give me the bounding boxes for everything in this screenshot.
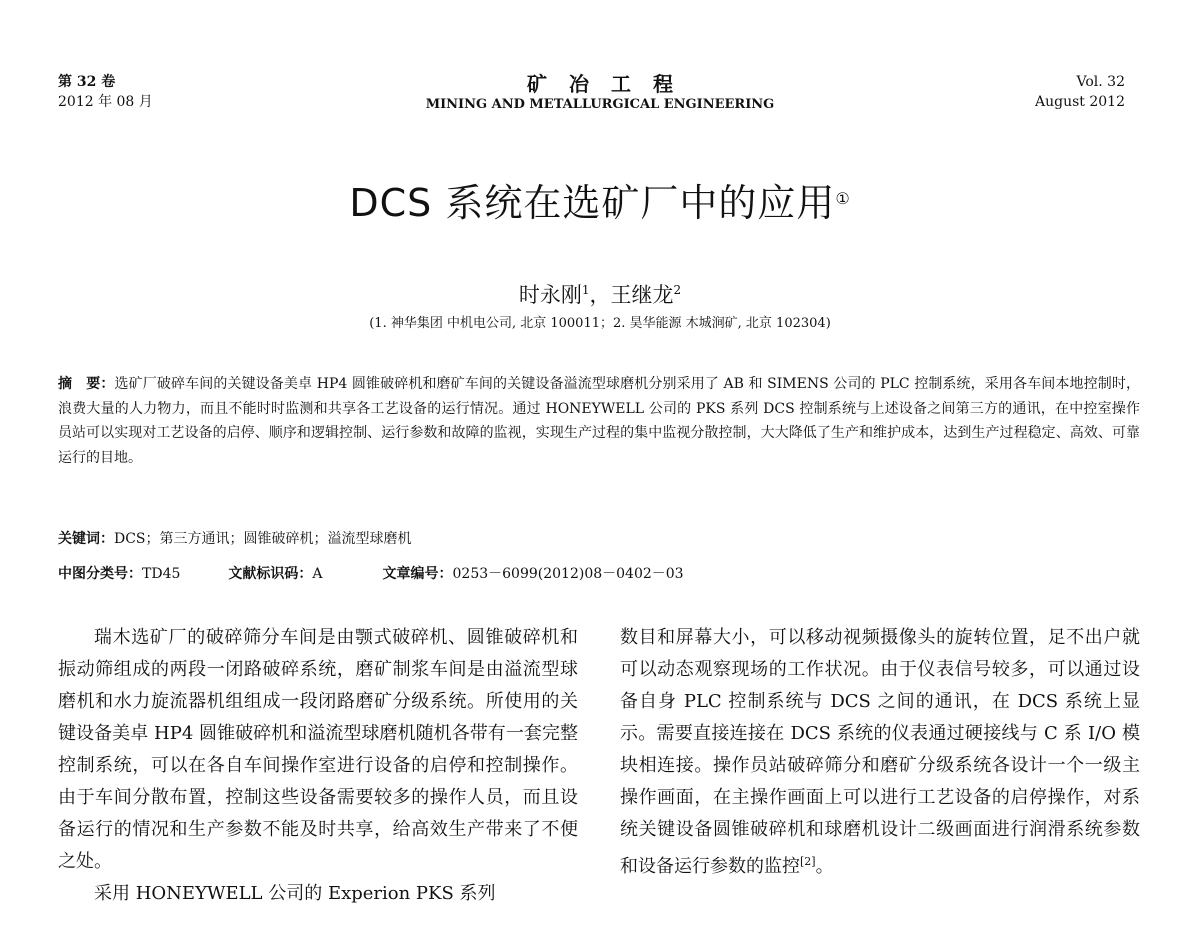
author-list <box>0 276 1200 309</box>
paper-title-text: DCS 系统在选矿厂中的应用 <box>349 181 836 225</box>
classification-line <box>58 562 1140 586</box>
abstract <box>58 372 1140 470</box>
body-column-right <box>620 622 1140 883</box>
journal-name-en: MINING AND METALLURGICAL ENGINEERING <box>425 97 775 112</box>
author-separator: ， <box>589 283 611 307</box>
body-paragraph-continued <box>620 622 1140 883</box>
body-paragraph: 采用 HONEYWELL 公司的 Experion PKS 系列 <box>94 883 496 904</box>
clc-value: TD45 <box>142 566 181 582</box>
doc-code-value: A <box>312 566 323 582</box>
affiliations: (1. 神华集团 中机电公司, 北京 100011；2. 昊华能源 木城涧矿, 北京 102304) <box>369 316 831 331</box>
body-paragraph-end: 。 <box>815 856 834 877</box>
title-footnote-mark: ① <box>835 189 851 208</box>
keywords <box>58 527 1140 551</box>
author-1: 时永刚 <box>518 283 582 307</box>
journal-name <box>0 72 1200 114</box>
clc-label: 中图分类号： <box>58 566 142 582</box>
abstract-label: 摘 要： <box>58 376 115 392</box>
journal-volume-en <box>1035 72 1125 112</box>
author-1-affil: 1 <box>581 283 590 297</box>
author-2: 王继龙 <box>610 283 674 307</box>
keywords-label: 关键词： <box>58 531 114 547</box>
article-number-label: 文章编号： <box>382 566 453 582</box>
article-number-value: 0253－6099(2012)08－0402－03 <box>452 566 684 582</box>
body-paragraph: 瑞木选矿厂的破碎筛分车间是由颚式破碎机、圆锥破碎机和振动筛组成的两段一闭路破碎系统，磨矿制浆车间是由溢流型球磨机和水力旋流器机组组成一段闭路磨矿分级系统。所使用的关键设备美卓 HP4 圆锥破碎机和溢流型球磨机随机各带有一套完整控制系统，可以在各自车间操作室进行设备的启停和控制操作。由于车间分散布置，控制这些设备需要较多的操作人员，而且设备运行的情况和生产参数不能及时共享，给高效生产带来了不便之处。 <box>58 627 578 872</box>
abstract-text: 选矿厂破碎车间的关键设备美卓 HP4 圆锥破碎机和磨矿车间的关键设备溢流型球磨机分别采用了 AB 和 SIMENS 公司的 PLC 控制系统，采用各车间本地控制时，浪费大量的人力物力，而且不能时时监测和共享各工艺设备的运行情况。通过 HONEYWELL 公司的 PKS 系列 DCS 控制系统与上述设备之间第三方的通讯，在中控室操作员站可以实现对工艺设备的启停、顺序和逻辑控制、运行参数和故障的监视，实现生产过程的集中监视分散控制，大大降低了生产和维护成本，达到生产过程稳定、高效、可靠运行的目地。 <box>58 376 1140 466</box>
date-en: August 2012 <box>1035 94 1125 110</box>
body-paragraph-text: 数目和屏幕大小，可以移动视频摄像头的旋转位置，足不出户就可以动态观察现场的工作状况。由于仪表信号较多，可以通过设备自身 PLC 控制系统与 DCS 之间的通讯，在 DCS 系统上显示。需要直接连接在 DCS 系统的仪表通过硬接线与 C 系 I/O 模块相连接。操作员站破碎筛分和磨矿分级系统各设计一个一级主操作画面，在主操作画面上可以进行工艺设备的启停操作，对系统关键设备圆锥破碎机和球磨机设计二级画面进行润滑系统参数和设备运行参数的监控 <box>620 627 1140 877</box>
paper-title <box>0 180 1200 226</box>
volume-cn: 第 32 卷 <box>58 74 116 90</box>
keywords-text: DCS；第三方通讯；圆锥破碎机；溢流型球磨机 <box>114 531 412 547</box>
citation-ref: [2] <box>800 855 816 868</box>
volume-en: Vol. 32 <box>1076 74 1125 90</box>
journal-name-cn: 矿冶工程 <box>527 72 695 96</box>
body-column-left <box>58 622 578 952</box>
date-cn: 2012 年 08 月 <box>58 94 153 110</box>
author-2-affil: 2 <box>673 283 682 297</box>
doc-code-label: 文献标识码： <box>228 566 313 582</box>
